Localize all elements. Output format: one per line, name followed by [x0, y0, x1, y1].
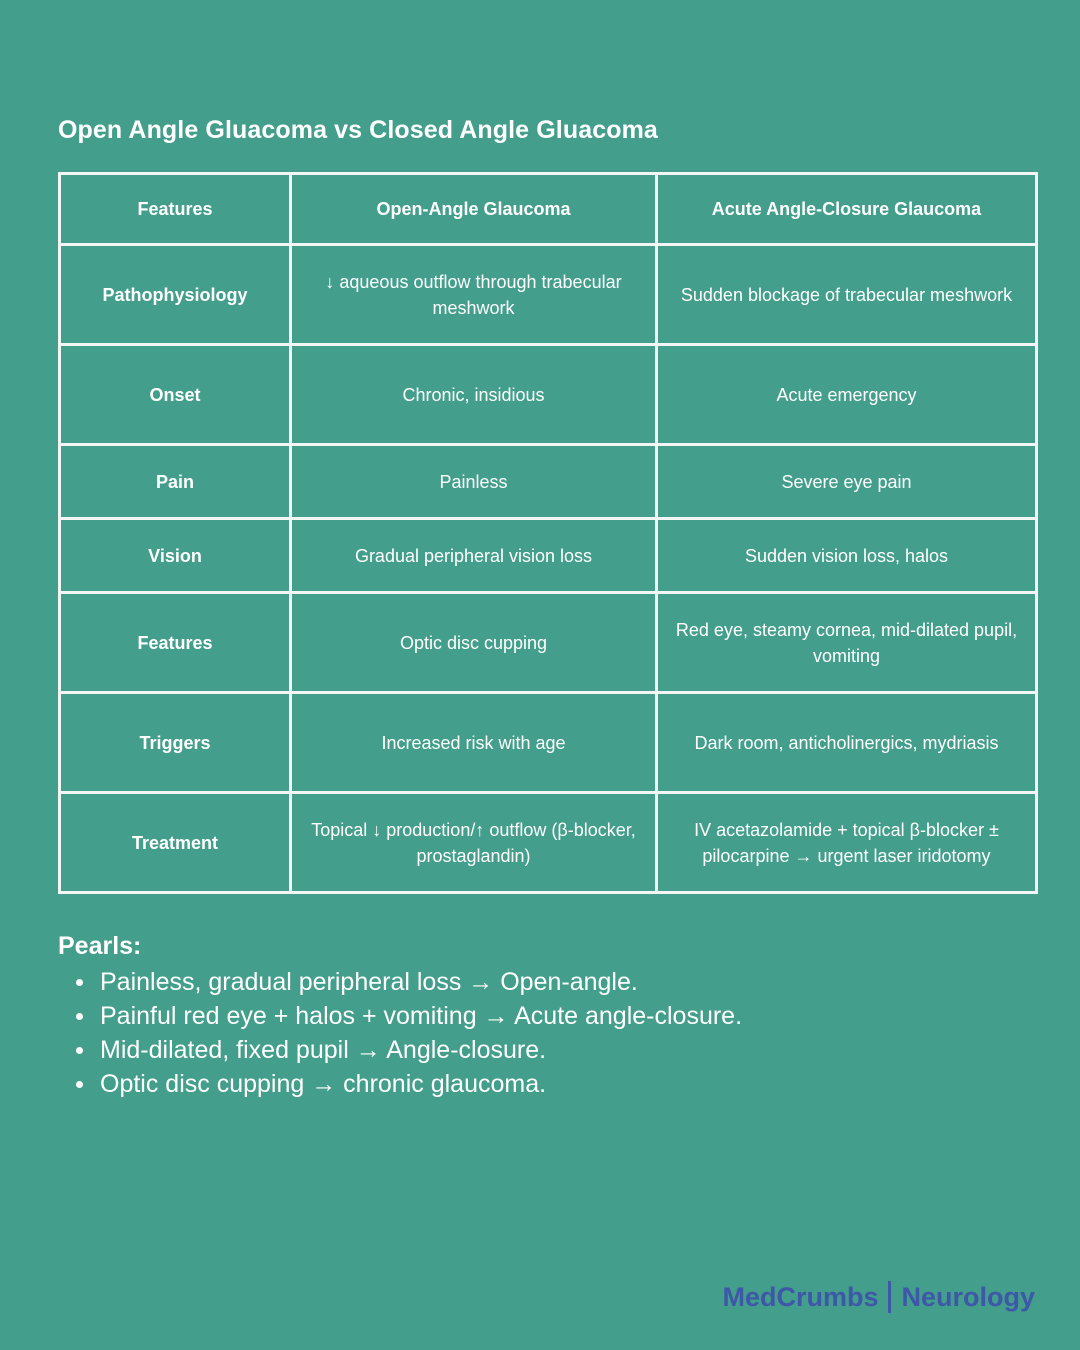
row-label: Onset — [60, 345, 291, 445]
table-row — [60, 793, 1037, 893]
table-row — [60, 245, 1037, 345]
open-angle-cell: Topical ↓ production/↑ outflow (β-blocker, prostaglandin) — [291, 793, 657, 893]
header-features: Features — [60, 174, 291, 245]
angle-closure-cell: Red eye, steamy cornea, mid-dilated pupil, vomiting — [657, 593, 1037, 693]
open-angle-cell: Increased risk with age — [291, 693, 657, 793]
angle-closure-cell: Dark room, anticholinergics, mydriasis — [657, 693, 1037, 793]
table-row — [60, 519, 1037, 593]
row-label: Pain — [60, 445, 291, 519]
pearls-title: Pearls: — [58, 932, 142, 960]
row-label: Pathophysiology — [60, 245, 291, 345]
table-row — [60, 693, 1037, 793]
open-angle-cell: Painless — [291, 445, 657, 519]
brand-divider — [888, 1281, 891, 1313]
open-angle-cell: ↓ aqueous outflow through trabecular meshwork — [291, 245, 657, 345]
pearls-list — [58, 965, 1038, 1101]
angle-closure-cell: Severe eye pain — [657, 445, 1037, 519]
open-angle-cell: Optic disc cupping — [291, 593, 657, 693]
header-angle-closure: Acute Angle-Closure Glaucoma — [657, 174, 1037, 245]
angle-closure-cell: Sudden blockage of trabecular meshwork — [657, 245, 1037, 345]
row-label: Vision — [60, 519, 291, 593]
page-title: Open Angle Gluacoma vs Closed Angle Gluacoma — [58, 116, 658, 144]
row-label: Triggers — [60, 693, 291, 793]
open-angle-cell: Chronic, insidious — [291, 345, 657, 445]
angle-closure-cell: Sudden vision loss, halos — [657, 519, 1037, 593]
table-header-row — [60, 174, 1037, 245]
pearls-section — [58, 932, 1038, 1101]
list-item: Optic disc cupping → chronic glaucoma. — [100, 1067, 1038, 1101]
footer-brand — [722, 1281, 1035, 1313]
angle-closure-cell: IV acetazolamide + topical β-blocker ± pilocarpine → urgent laser iridotomy — [657, 793, 1037, 893]
brand-section: Neurology — [901, 1281, 1035, 1312]
table-row — [60, 345, 1037, 445]
list-item: Painless, gradual peripheral loss → Open-angle. — [100, 965, 1038, 999]
row-label: Treatment — [60, 793, 291, 893]
table-row — [60, 445, 1037, 519]
table-row — [60, 593, 1037, 693]
row-label: Features — [60, 593, 291, 693]
header-open-angle: Open-Angle Glaucoma — [291, 174, 657, 245]
comparison-table — [58, 172, 1038, 894]
list-item: Painful red eye + halos + vomiting → Acute angle-closure. — [100, 999, 1038, 1033]
angle-closure-cell: Acute emergency — [657, 345, 1037, 445]
open-angle-cell: Gradual peripheral vision loss — [291, 519, 657, 593]
list-item: Mid-dilated, fixed pupil → Angle-closure. — [100, 1033, 1038, 1067]
brand-name: MedCrumbs — [722, 1281, 879, 1312]
